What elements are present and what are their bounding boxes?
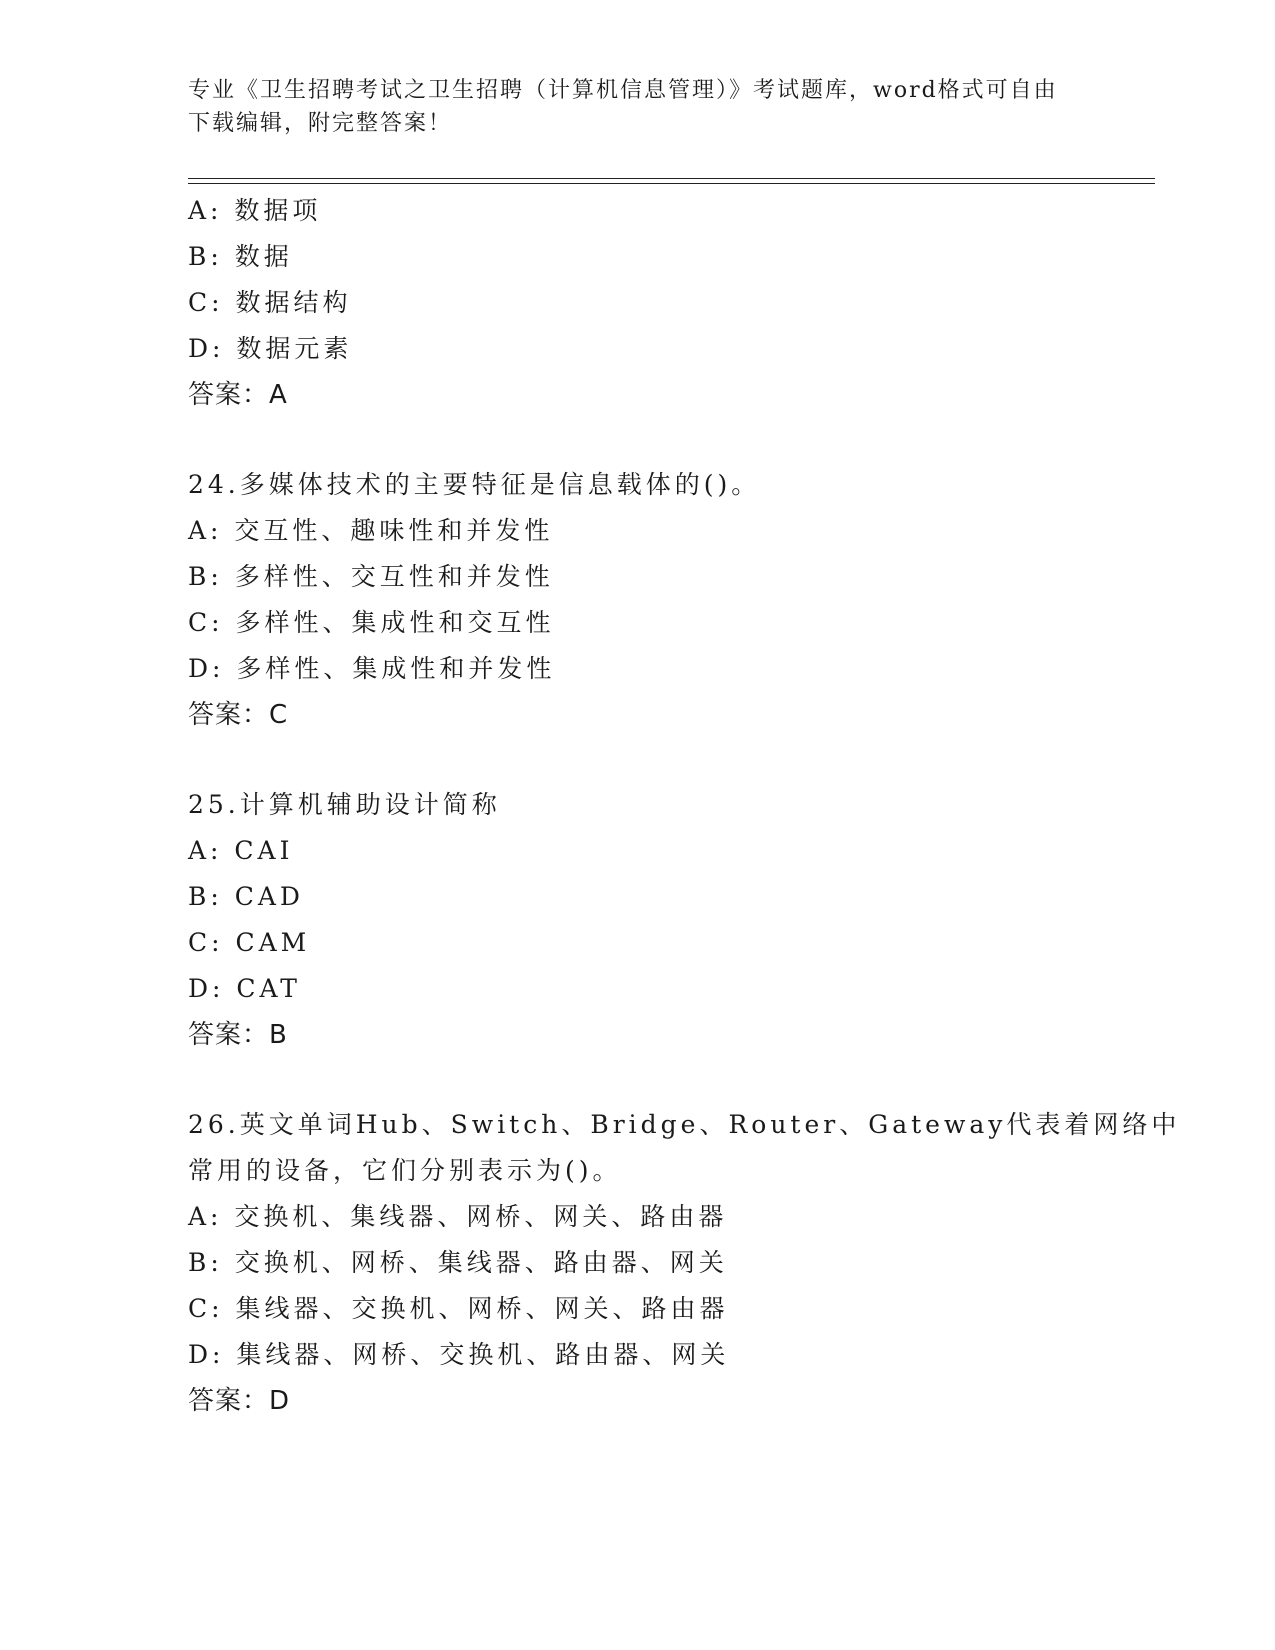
header-divider-bottom [188,183,1155,184]
option-d: D: CAT [188,974,301,1003]
question-block-25 [188,782,1148,1058]
option-c: C: 多样性、集成性和交互性 [188,608,555,637]
answer-label: 答案：C [188,700,289,730]
question-block-24 [188,462,1148,738]
option-c: C: 集线器、交换机、网桥、网关、路由器 [188,1294,729,1323]
question-list [188,188,1181,1424]
question-block-prev [188,188,1148,418]
option-d: D: 集线器、网桥、交换机、路由器、网关 [188,1340,730,1369]
question-block-26 [188,1102,1181,1424]
option-d: D: 多样性、集成性和并发性 [188,654,556,683]
option-b: B: CAD [188,882,304,911]
option-b: B: 交换机、网桥、集线器、路由器、网关 [188,1248,728,1277]
spacer [188,418,1148,462]
option-d: D: 数据元素 [188,334,353,363]
option-c: C: CAM [188,928,311,957]
question-stem: 25.计算机辅助设计简称 [188,790,501,819]
option-a: A: 交互性、趣味性和并发性 [188,516,554,545]
answer-label: 答案：A [188,380,288,410]
document-header: 专业《卫生招聘考试之卫生招聘（计算机信息管理）》考试题库，word格式可自由下载编辑，附完整答案！ [188,78,1058,136]
option-c: C: 数据结构 [188,288,352,317]
answer-label: 答案：D [188,1386,291,1416]
option-a: A: 交换机、集线器、网桥、网关、路由器 [188,1202,728,1231]
spacer [188,738,1148,782]
option-b: B: 数据 [188,242,293,271]
header-divider-top [188,178,1155,179]
spacer [188,1058,1148,1102]
option-b: B: 多样性、交互性和并发性 [188,562,554,591]
question-stem: 24.多媒体技术的主要特征是信息载体的()。 [188,470,761,499]
question-stem-line1: 26.英文单词Hub、Switch、Bridge、Router、Gateway代表着网络中 [188,1110,1181,1139]
answer-label: 答案：B [188,1020,288,1050]
question-stem-line2: 常用的设备，它们分别表示为()。 [188,1156,622,1185]
option-a: A: CAI [188,836,294,865]
option-a: A: 数据项 [188,196,322,225]
